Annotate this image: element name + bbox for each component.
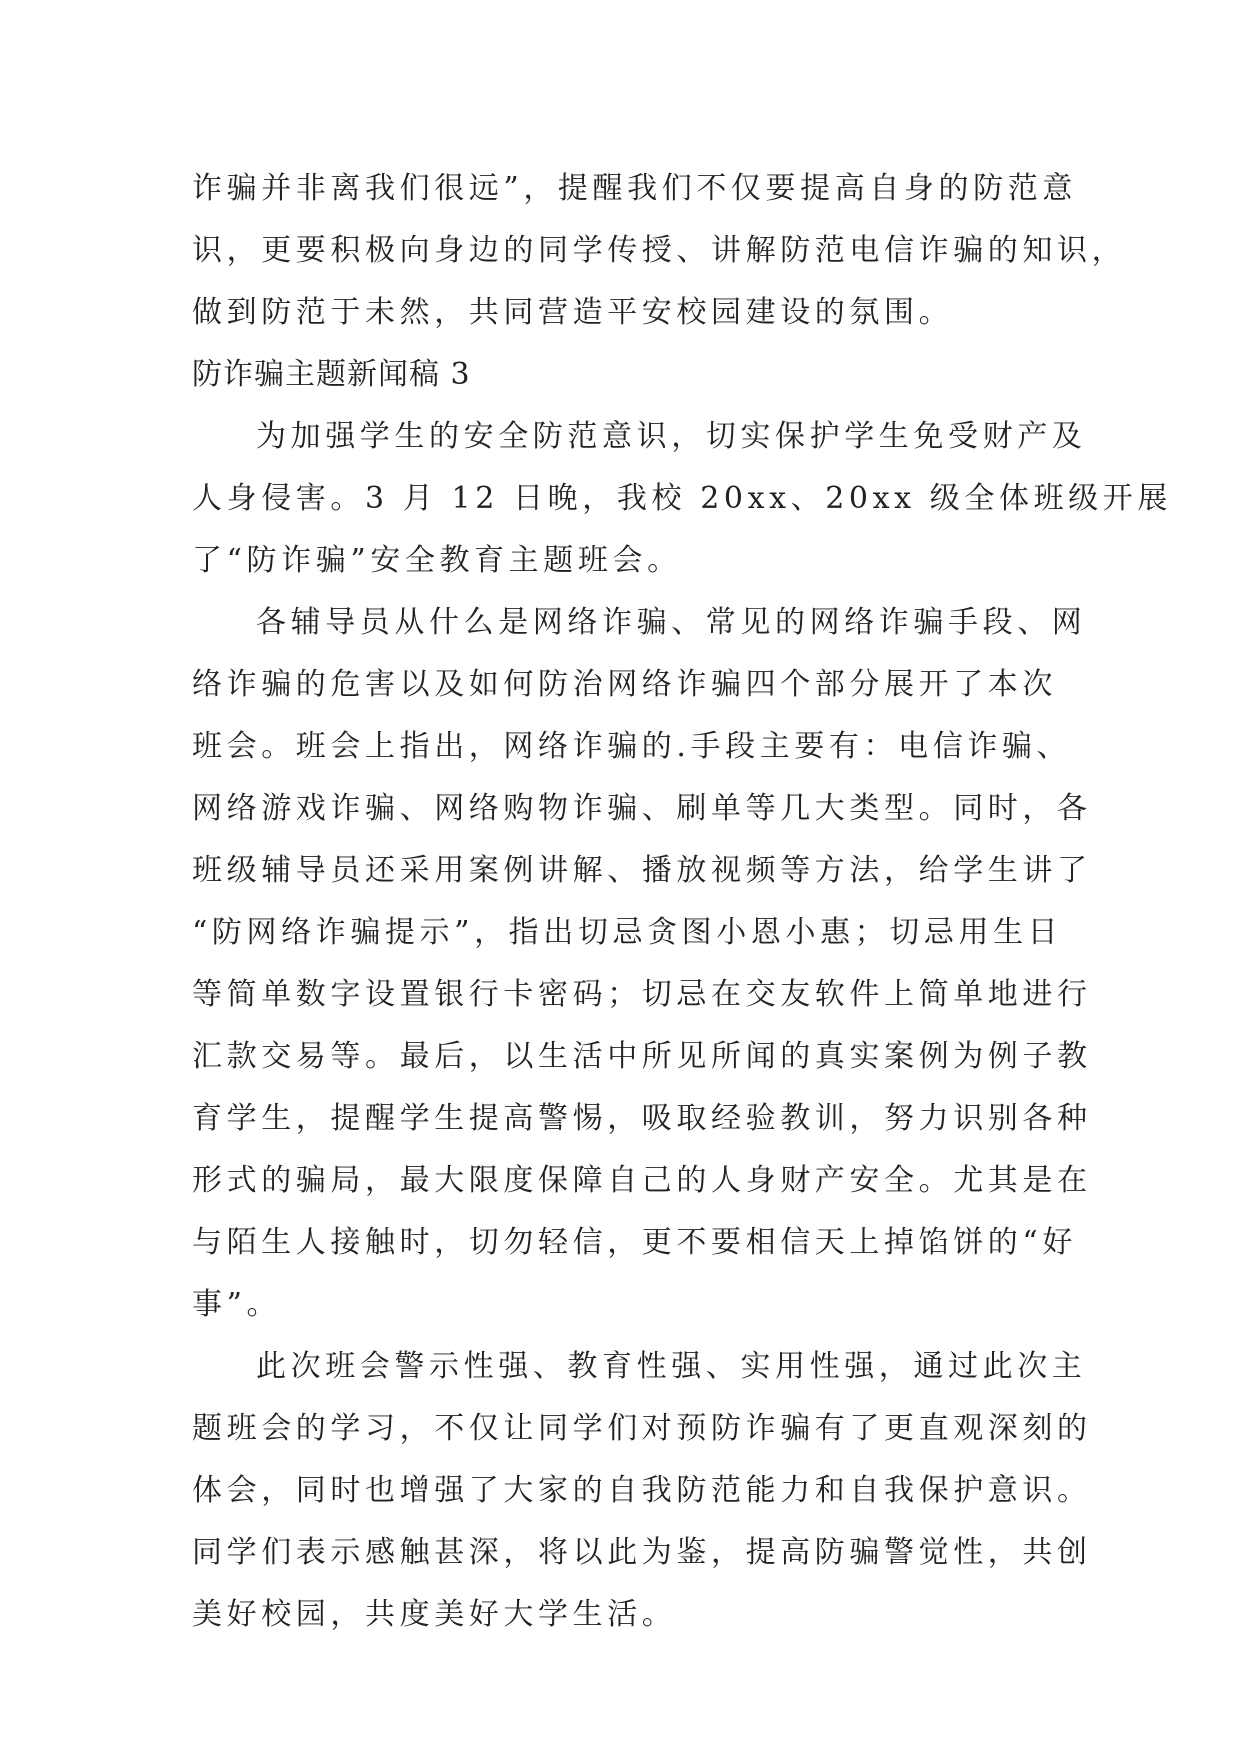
text-line: 与陌生人接触时，切勿轻信，更不要相信天上掉馅饼的“好 (192, 1225, 1077, 1260)
text-line: “防网络诈骗提示”，指出切忌贪图小恩小惠；切忌用生日 (192, 915, 1063, 950)
text-line: 等简单数字设置银行卡密码；切忌在交友软件上简单地进行 (192, 977, 1092, 1012)
text-line: 班会。班会上指出，网络诈骗的.手段主要有：电信诈骗、 (192, 729, 1072, 764)
text-line: 体会，同时也增强了大家的自我防范能力和自我保护意识。 (192, 1473, 1092, 1508)
text-line: 人身侵害。3 月 12 日晚，我校 20xx、20xx 级全体班级开展 (192, 481, 1172, 516)
text-line: 美好校园，共度美好大学生活。 (192, 1597, 677, 1632)
text-line: 形式的骗局，最大限度保障自己的人身财产安全。尤其是在 (192, 1163, 1092, 1198)
text-line: 各辅导员从什么是网络诈骗、常见的网络诈骗手段、网 (256, 605, 1087, 640)
text-line: 班级辅导员还采用案例讲解、播放视频等方法，给学生讲了 (192, 853, 1092, 888)
document-page (192, 158, 1172, 1646)
section-heading (192, 344, 1052, 406)
text-line: 做到防范于未然，共同营造平安校园建设的氛围。 (192, 295, 954, 330)
paragraph-intro (192, 406, 1172, 592)
text-line: 事”。 (192, 1287, 282, 1322)
text-line: 育学生，提醒学生提高警惕，吸取经验教训，努力识别各种 (192, 1101, 1092, 1136)
text-line: 同学们表示感触甚深，将以此为鉴，提高防骗警觉性，共创 (192, 1535, 1092, 1570)
text-line: 络诈骗的危害以及如何防治网络诈骗四个部分展开了本次 (192, 667, 1057, 702)
paragraph-conclusion (192, 1336, 1092, 1646)
text-line: 了“防诈骗”安全教育主题班会。 (192, 543, 682, 578)
text-line: 汇款交易等。最后，以生活中所见所闻的真实案例为例子教 (192, 1039, 1092, 1074)
text-line: 为加强学生的安全防范意识，切实保护学生免受财产及 (256, 419, 1087, 454)
text-line: 题班会的学习，不仅让同学们对预防诈骗有了更直观深刻的 (192, 1411, 1092, 1446)
text-line: 网络游戏诈骗、网络购物诈骗、刷单等几大类型。同时，各 (192, 791, 1092, 826)
paragraph-continuation (192, 158, 1127, 344)
text-line: 识，更要积极向身边的同学传授、讲解防范电信诈骗的知识， (192, 233, 1127, 268)
heading-text: 防诈骗主题新闻稿 3 (192, 357, 471, 392)
text-line: 诈骗并非离我们很远”，提醒我们不仅要提高自身的防范意 (192, 171, 1077, 206)
paragraph-content (192, 592, 1092, 1336)
text-line: 此次班会警示性强、教育性强、实用性强，通过此次主 (256, 1349, 1087, 1384)
